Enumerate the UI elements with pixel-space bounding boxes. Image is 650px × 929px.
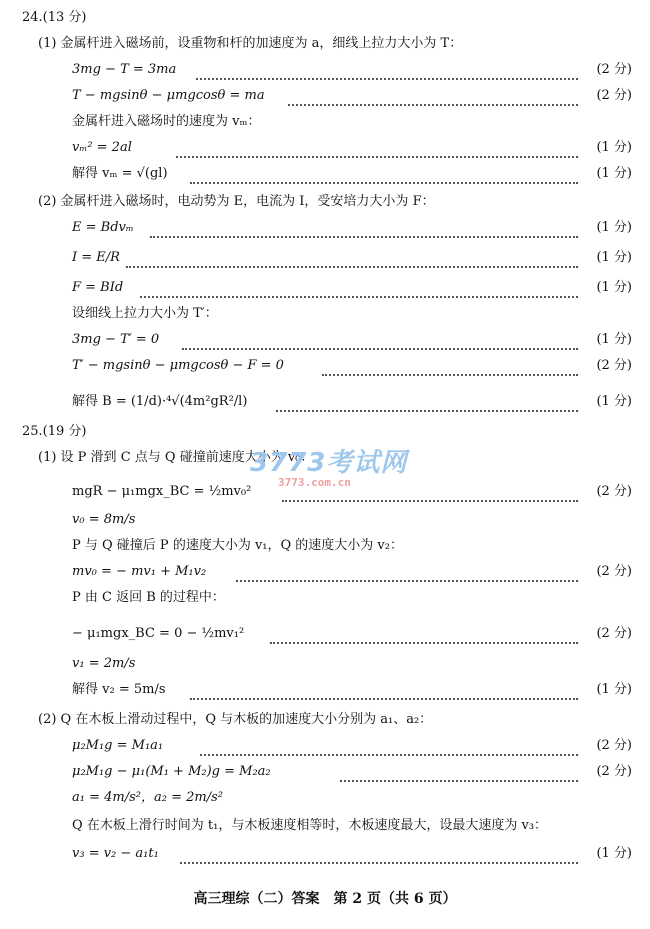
q25-eq4: − μ₁mgx_BC = 0 − ½mv₁² bbox=[72, 626, 245, 641]
q24-eq1: 3mg − T = 3ma bbox=[72, 62, 177, 77]
q24-eq4-score: (1 分) bbox=[596, 166, 632, 181]
q25-eq1-line bbox=[0, 480, 650, 504]
q25-eq4-line bbox=[0, 622, 650, 646]
q25-eq10: v₃ = v₂ − a₁t₁ bbox=[72, 846, 159, 861]
q25-eq7-line bbox=[0, 734, 650, 758]
q25-eq6: 解得 v₂ = 5m/s bbox=[72, 682, 166, 697]
watermark-url: 3773.com.cn bbox=[278, 476, 351, 489]
q25-time-text: Q 在木板上滑行时间为 t₁，与木板速度相等时，木板速度最大，设最大速度为 v₃： bbox=[72, 818, 548, 833]
q25-eq1-leader bbox=[282, 480, 578, 502]
q25-time-text-line bbox=[0, 814, 650, 838]
q24-eq8-leader bbox=[182, 328, 578, 350]
q24-eq5-score: (1 分) bbox=[596, 220, 632, 235]
q25-eq5: v₁ = 2m/s bbox=[72, 656, 136, 671]
q25-header: 25.(19 分) bbox=[22, 424, 87, 439]
q24-eq5: E = Bdvₘ bbox=[72, 220, 134, 235]
q25-eq3: mv₀ = − mv₁ + M₁v₂ bbox=[72, 564, 207, 579]
q25-eq7-leader bbox=[200, 734, 578, 756]
q24-eq7-line bbox=[0, 276, 650, 300]
q24-eq10-leader bbox=[276, 390, 578, 412]
q25-eq8-line bbox=[0, 760, 650, 784]
q25-eq6-score: (1 分) bbox=[596, 682, 632, 697]
q25-collision-text: P 与 Q 碰撞后 P 的速度大小为 v₁，Q 的速度大小为 v₂： bbox=[72, 538, 403, 553]
q24-eq8: 3mg − T′ = 0 bbox=[72, 332, 160, 347]
q24-eq6-line bbox=[0, 246, 650, 270]
q24-vm-text: 金属杆进入磁场时的速度为 vₘ： bbox=[72, 114, 261, 129]
q24-eq2-leader bbox=[288, 84, 578, 106]
q24-eq7-leader bbox=[140, 276, 578, 298]
q25-p2-intro: (2) Q 在木板上滑动过程中，Q 与木板的加速度大小分别为 a₁、a₂： bbox=[38, 712, 433, 727]
q24-T-text-line bbox=[0, 302, 650, 326]
q25-eq2: v₀ = 8m/s bbox=[72, 512, 136, 527]
q25-eq10-score: (1 分) bbox=[596, 846, 632, 861]
q24-eq10-line bbox=[0, 390, 650, 414]
q24-p1-intro: (1) 金属杆进入磁场前，设重物和杆的加速度为 a，细线上拉力大小为 T： bbox=[38, 36, 463, 51]
q25-eq1-score: (2 分) bbox=[596, 484, 632, 499]
q25-eq3-score: (2 分) bbox=[596, 564, 632, 579]
q24-eq6: I = E/R bbox=[72, 250, 120, 265]
q25-collision-text-line bbox=[0, 534, 650, 558]
q25-return-text: P 由 C 返回 B 的过程中： bbox=[72, 590, 225, 605]
q25-p2-intro-line bbox=[0, 708, 650, 732]
q25-eq3-line bbox=[0, 560, 650, 584]
q25-eq8-leader bbox=[340, 760, 578, 782]
q24-vm-text-line bbox=[0, 110, 650, 134]
q24-eq6-leader bbox=[126, 246, 578, 268]
q24-eq5-line bbox=[0, 216, 650, 240]
q24-eq1-score: (2 分) bbox=[596, 62, 632, 77]
q24-header: 24.(13 分) bbox=[22, 10, 87, 25]
q25-eq6-line bbox=[0, 678, 650, 702]
q24-eq9-line bbox=[0, 354, 650, 378]
q24-eq3-leader bbox=[176, 136, 578, 158]
q24-header-line bbox=[0, 6, 650, 30]
q24-eq6-score: (1 分) bbox=[596, 250, 632, 265]
q24-eq10-score: (1 分) bbox=[596, 394, 632, 409]
q25-eq9: a₁ = 4m/s²，a₂ = 2m/s² bbox=[72, 790, 223, 805]
watermark-brand: 3773考试网 bbox=[250, 448, 408, 478]
q25-eq1: mgR − μ₁mgx_BC = ½mv₀² bbox=[72, 484, 252, 499]
q24-eq9-leader bbox=[322, 354, 578, 376]
q24-eq1-line bbox=[0, 58, 650, 82]
q25-eq6-leader bbox=[190, 678, 578, 700]
q25-eq2-line bbox=[0, 508, 650, 532]
q24-eq3: vₘ² = 2al bbox=[72, 140, 132, 155]
page-footer: 高三理综（二）答案 第 2 页（共 6 页） bbox=[193, 891, 457, 907]
q25-eq4-leader bbox=[270, 622, 578, 644]
q24-eq1-leader bbox=[196, 58, 578, 80]
q25-eq4-score: (2 分) bbox=[596, 626, 632, 641]
q24-eq2-line bbox=[0, 84, 650, 108]
q24-eq3-line bbox=[0, 136, 650, 160]
q24-p2-intro: (2) 金属杆进入磁场时，电动势为 E，电流为 I，受安培力大小为 F： bbox=[38, 194, 435, 209]
q25-eq7-score: (2 分) bbox=[596, 738, 632, 753]
q24-eq8-line bbox=[0, 328, 650, 352]
q24-eq9: T′ − mgsinθ − μmgcosθ − F = 0 bbox=[72, 358, 284, 373]
q24-eq4-leader bbox=[190, 162, 578, 184]
q24-eq10: 解得 B = (1/d)·⁴√(4m²gR²/l) bbox=[72, 394, 248, 409]
q24-eq2-score: (2 分) bbox=[596, 88, 632, 103]
q25-p1-intro: (1) 设 P 滑到 C 点与 Q 碰撞前速度大小为 v₀： bbox=[38, 450, 314, 465]
q24-eq2: T − mgsinθ − μmgcosθ = ma bbox=[72, 88, 265, 103]
q24-eq7: F = BId bbox=[72, 280, 124, 295]
q25-eq5-line bbox=[0, 652, 650, 676]
q25-eq9-line bbox=[0, 786, 650, 810]
q25-eq10-line bbox=[0, 842, 650, 866]
q24-eq4-line bbox=[0, 162, 650, 186]
q24-p1-intro-line bbox=[0, 32, 650, 56]
q25-return-text-line bbox=[0, 586, 650, 610]
q24-p2-intro-line bbox=[0, 190, 650, 214]
q25-eq7: μ₂M₁g = M₁a₁ bbox=[72, 738, 164, 753]
q24-eq8-score: (1 分) bbox=[596, 332, 632, 347]
q24-eq3-score: (1 分) bbox=[596, 140, 632, 155]
q25-eq10-leader bbox=[180, 842, 578, 864]
q25-eq8-score: (2 分) bbox=[596, 764, 632, 779]
q24-T-text: 设细线上拉力大小为 T′： bbox=[72, 306, 218, 321]
q24-eq5-leader bbox=[150, 216, 578, 238]
q24-eq4: 解得 vₘ = √(gl) bbox=[72, 166, 168, 181]
q25-eq3-leader bbox=[236, 560, 578, 582]
q25-header-line bbox=[0, 420, 650, 444]
q24-eq9-score: (2 分) bbox=[596, 358, 632, 373]
q25-eq8: μ₂M₁g − μ₁(M₁ + M₂)g = M₂a₂ bbox=[72, 764, 271, 779]
q24-eq7-score: (1 分) bbox=[596, 280, 632, 295]
